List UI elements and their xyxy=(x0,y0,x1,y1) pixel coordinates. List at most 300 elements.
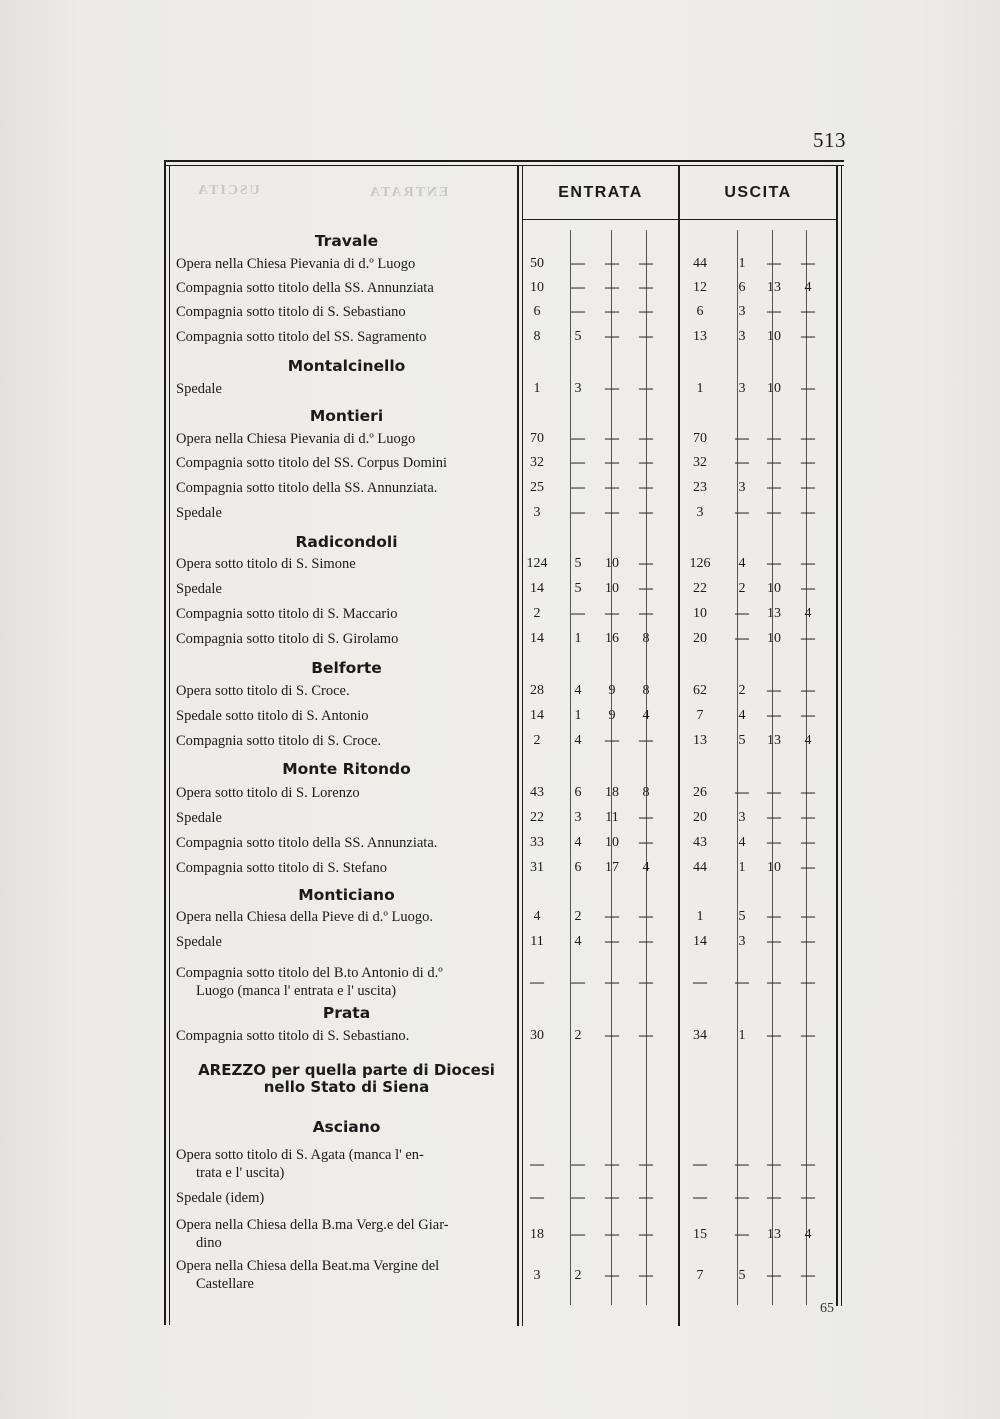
row-label-text: Spedale xyxy=(176,810,222,826)
uscita-cell: 3 xyxy=(738,480,746,495)
uscita-cell: — xyxy=(801,683,815,698)
entrata-cell: — xyxy=(639,1028,653,1043)
entrata-cell: — xyxy=(639,581,653,596)
section-title-line: Travale xyxy=(314,232,379,250)
section-title-line: Radicondoli xyxy=(295,533,398,551)
entrata-cell: 18 xyxy=(605,785,619,800)
row-label-text: Spedale (idem) xyxy=(176,1190,265,1206)
entrata-cell: — xyxy=(605,975,619,990)
entrata-cell: — xyxy=(605,1028,619,1043)
entrata-cell: 4 xyxy=(642,708,650,723)
section-title xyxy=(174,357,519,375)
entrata-cell: — xyxy=(605,1190,619,1205)
section-title xyxy=(174,886,519,904)
entrata-cell: — xyxy=(530,975,544,990)
uscita-cell: — xyxy=(767,480,781,495)
entrata-cell: 10 xyxy=(605,581,619,596)
row-label-continuation: Castellare xyxy=(196,1276,254,1292)
uscita-cell: — xyxy=(801,381,815,396)
entrata-header: ENTRATA xyxy=(558,184,643,201)
section-title-line: Monte Ritondo xyxy=(282,760,411,778)
entrata-cell: — xyxy=(639,280,653,295)
row-label xyxy=(176,1257,514,1293)
row-label-text: Compagnia sotto titolo della SS. Annunziata. xyxy=(176,480,438,496)
uscita-cell: 34 xyxy=(693,1028,707,1043)
uscita-cell: 3 xyxy=(738,304,746,319)
entrata-cell: 3 xyxy=(533,1268,541,1283)
entrata-cell: — xyxy=(639,431,653,446)
row-label-continuation: dino xyxy=(196,1235,222,1251)
show-through-text: USCITA xyxy=(196,183,260,198)
uscita-cell: 2 xyxy=(738,683,746,698)
table-top-rule-inner xyxy=(164,165,844,166)
entrata-cell: — xyxy=(605,1157,619,1172)
uscita-cell: — xyxy=(767,975,781,990)
entrata-cell: 31 xyxy=(530,860,544,875)
row-label-text: Compagnia sotto titolo del B.to Antonio di d.º xyxy=(176,965,443,981)
uscita-cell: 26 xyxy=(693,785,707,800)
row-label xyxy=(176,1188,514,1208)
row-label-text: Compagnia sotto titolo di S. Sebastiano. xyxy=(176,1028,410,1044)
entrata-cell: — xyxy=(571,1227,585,1242)
section-title xyxy=(174,1004,519,1022)
uscita-cell: 6 xyxy=(696,304,704,319)
entrata-cell: 4 xyxy=(574,934,582,949)
entrata-cell: 5 xyxy=(574,329,582,344)
row-label-text: Opera sotto titolo di S. Agata (manca l' en- xyxy=(176,1147,424,1163)
uscita-cell: 44 xyxy=(693,256,707,271)
entrata-cell: — xyxy=(571,975,585,990)
uscita-cell: 13 xyxy=(767,606,781,621)
row-label-text: Spedale xyxy=(176,934,222,950)
entrata-cell: — xyxy=(639,329,653,344)
row-label xyxy=(176,833,514,853)
uscita-cell: — xyxy=(735,785,749,800)
uscita-cell: 22 xyxy=(693,581,707,596)
entrata-cell: — xyxy=(530,1157,544,1172)
section-title xyxy=(174,407,519,425)
section-title xyxy=(174,232,519,250)
uscita-cell: 3 xyxy=(738,810,746,825)
uscita-cell: 4 xyxy=(804,733,812,748)
entrata-cell: — xyxy=(605,256,619,271)
uscita-cell: 10 xyxy=(767,329,781,344)
entrata-cell: 4 xyxy=(642,860,650,875)
entrata-cell: 28 xyxy=(530,683,544,698)
row-label-text: Compagnia sotto titolo di S. Stefano xyxy=(176,860,388,876)
uscita-cell: 12 xyxy=(693,280,707,295)
entrata-cell: — xyxy=(571,304,585,319)
uscita-cell: — xyxy=(767,1190,781,1205)
entrata-cell: — xyxy=(571,256,585,271)
uscita-cell: — xyxy=(735,975,749,990)
row-label-text: Spedale xyxy=(176,581,222,597)
entrata-cell: — xyxy=(571,606,585,621)
row-label-text: Compagnia sotto titolo della SS. Annunziata. xyxy=(176,835,438,851)
entrata-cell: — xyxy=(571,480,585,495)
row-label-continuation: trata e l' uscita) xyxy=(196,1165,285,1181)
entrata-cell: 5 xyxy=(574,556,582,571)
entrata-cell: 4 xyxy=(574,683,582,698)
entrata-cell: 3 xyxy=(533,505,541,520)
uscita-cell: 4 xyxy=(804,280,812,295)
section-title xyxy=(174,1118,519,1136)
uscita-cell: 32 xyxy=(693,455,707,470)
entrata-left-rule xyxy=(517,166,519,1326)
entrata-cell: — xyxy=(605,505,619,520)
uscita-cell: — xyxy=(801,455,815,470)
uscita-cell: — xyxy=(801,556,815,571)
row-label xyxy=(176,858,514,878)
uscita-cell: — xyxy=(767,256,781,271)
row-label xyxy=(176,327,514,347)
section-title-line: Montalcinello xyxy=(287,357,406,375)
entrata-cell: 1 xyxy=(574,631,582,646)
uscita-cell: 23 xyxy=(693,480,707,495)
uscita-cell: — xyxy=(801,304,815,319)
uscita-left-rule xyxy=(678,166,680,1326)
entrata-cell: — xyxy=(605,431,619,446)
entrata-cell: 8 xyxy=(642,785,650,800)
uscita-cell: 3 xyxy=(738,329,746,344)
uscita-cell: 5 xyxy=(738,909,746,924)
uscita-cell: 13 xyxy=(767,280,781,295)
uscita-cell: 126 xyxy=(689,556,711,571)
table-right-rule xyxy=(836,166,838,1306)
uscita-cell: — xyxy=(801,708,815,723)
section-title-line: AREZZO per quella parte di Diocesi xyxy=(198,1061,495,1079)
uscita-cell: — xyxy=(767,505,781,520)
uscita-cell: — xyxy=(767,1268,781,1283)
entrata-cell: — xyxy=(639,304,653,319)
row-label xyxy=(176,964,514,1000)
uscita-cell: — xyxy=(767,1028,781,1043)
entrata-cell: — xyxy=(530,1190,544,1205)
row-label xyxy=(176,706,514,726)
entrata-cell: 43 xyxy=(530,785,544,800)
entrata-cell: 3 xyxy=(574,381,582,396)
uscita-cell: 1 xyxy=(696,909,704,924)
row-label xyxy=(176,1026,514,1046)
uscita-cell: — xyxy=(801,505,815,520)
row-label xyxy=(176,429,514,449)
entrata-cell: 4 xyxy=(574,733,582,748)
entrata-cell: 9 xyxy=(608,683,616,698)
table-right-rule-inner xyxy=(841,166,842,1306)
entrata-cell: 14 xyxy=(530,708,544,723)
entrata-cell: — xyxy=(639,556,653,571)
uscita-cell: — xyxy=(693,1157,707,1172)
entrata-cell: 10 xyxy=(605,835,619,850)
row-label-text: Compagnia sotto titolo del SS. Sagramento xyxy=(176,329,427,345)
entrata-cell: — xyxy=(571,1190,585,1205)
row-label xyxy=(176,1146,514,1182)
entrata-cell: — xyxy=(605,329,619,344)
section-title-line: Belforte xyxy=(311,659,382,677)
entrata-cell: — xyxy=(639,1268,653,1283)
row-label xyxy=(176,453,514,473)
entrata-cell: 4 xyxy=(574,835,582,850)
uscita-cell: — xyxy=(735,1190,749,1205)
header-bottom-rule xyxy=(522,219,836,220)
entrata-cell: 16 xyxy=(605,631,619,646)
entrata-cell: — xyxy=(639,1190,653,1205)
uscita-cell: — xyxy=(801,909,815,924)
uscita-cell: — xyxy=(801,329,815,344)
entrata-cell: — xyxy=(639,1157,653,1172)
row-label-text: Opera nella Chiesa della Beat.ma Vergine del xyxy=(176,1258,440,1274)
uscita-cell: — xyxy=(693,975,707,990)
uscita-cell: — xyxy=(801,835,815,850)
entrata-cell: 18 xyxy=(530,1227,544,1242)
entrata-cell: — xyxy=(605,934,619,949)
uscita-cell: 20 xyxy=(693,810,707,825)
row-label xyxy=(176,503,514,523)
row-label-text: Compagnia sotto titolo della SS. Annunziata xyxy=(176,280,434,296)
uscita-header: USCITA xyxy=(724,184,792,201)
entrata-cell: — xyxy=(639,480,653,495)
uscita-cell: — xyxy=(735,431,749,446)
section-title-line: Asciano xyxy=(312,1118,381,1136)
entrata-cell: 14 xyxy=(530,581,544,596)
uscita-cell: — xyxy=(767,455,781,470)
uscita-cell: 4 xyxy=(738,556,746,571)
entrata-cell: 2 xyxy=(574,909,582,924)
uscita-cell: 4 xyxy=(804,1227,812,1242)
entrata-cell: 70 xyxy=(530,431,544,446)
uscita-cell: — xyxy=(801,581,815,596)
uscita-cell: 13 xyxy=(767,733,781,748)
row-label xyxy=(176,579,514,599)
entrata-cell: 5 xyxy=(574,581,582,596)
uscita-cell: 10 xyxy=(767,581,781,596)
entrata-cell: 14 xyxy=(530,631,544,646)
section-title-line: Monticiano xyxy=(298,886,395,904)
uscita-cell: 62 xyxy=(693,683,707,698)
uscita-cell: 1 xyxy=(696,381,704,396)
row-label xyxy=(176,604,514,624)
entrata-cell: 9 xyxy=(608,708,616,723)
entrata-cell: 6 xyxy=(533,304,541,319)
row-label-text: Spedale sotto titolo di S. Antonio xyxy=(176,708,369,724)
entrata-cell: 2 xyxy=(533,606,541,621)
section-title xyxy=(174,760,519,778)
table-left-rule-inner xyxy=(169,165,170,1325)
entrata-cell: — xyxy=(639,455,653,470)
uscita-cell: — xyxy=(735,631,749,646)
row-label-text: Opera nella Chiesa della B.ma Verg.e del Giar- xyxy=(176,1217,449,1233)
row-label-text: Compagnia sotto titolo di S. Croce. xyxy=(176,733,382,749)
uscita-cell: — xyxy=(693,1190,707,1205)
entrata-cell: 4 xyxy=(533,909,541,924)
uscita-cell: 43 xyxy=(693,835,707,850)
entrata-cell: 8 xyxy=(642,631,650,646)
row-label-text: Spedale xyxy=(176,505,222,521)
uscita-cell: — xyxy=(801,810,815,825)
uscita-cell: — xyxy=(801,785,815,800)
row-label-text: Opera sotto titolo di S. Croce. xyxy=(176,683,350,699)
entrata-cell: — xyxy=(605,909,619,924)
entrata-cell: — xyxy=(605,455,619,470)
page-number: 513 xyxy=(813,128,846,152)
uscita-cell: — xyxy=(801,1157,815,1172)
uscita-cell: 5 xyxy=(738,1268,746,1283)
entrata-cell: — xyxy=(605,304,619,319)
uscita-cell: — xyxy=(801,480,815,495)
entrata-cell: — xyxy=(639,733,653,748)
entrata-cell: — xyxy=(639,505,653,520)
row-label xyxy=(176,302,514,322)
uscita-cell: 14 xyxy=(693,934,707,949)
section-title xyxy=(174,1062,519,1096)
table-left-rule xyxy=(164,160,166,1325)
entrata-cell: — xyxy=(639,256,653,271)
uscita-cell: 4 xyxy=(804,606,812,621)
entrata-cell: 32 xyxy=(530,455,544,470)
uscita-cell: 1 xyxy=(738,256,746,271)
entrata-cell: 11 xyxy=(605,810,619,825)
uscita-cell: 20 xyxy=(693,631,707,646)
entrata-cell: 1 xyxy=(533,381,541,396)
entrata-cell: — xyxy=(639,606,653,621)
row-label xyxy=(176,731,514,751)
uscita-cell: — xyxy=(735,606,749,621)
entrata-cell: — xyxy=(605,381,619,396)
entrata-cell: — xyxy=(571,455,585,470)
uscita-cell: — xyxy=(801,256,815,271)
uscita-cell: — xyxy=(767,683,781,698)
entrata-cell: 10 xyxy=(605,556,619,571)
entrata-cell: 3 xyxy=(574,810,582,825)
entrata-cell: 22 xyxy=(530,810,544,825)
row-label xyxy=(176,379,514,399)
uscita-cell: — xyxy=(735,455,749,470)
row-label-text: Compagnia sotto titolo di S. Sebastiano xyxy=(176,304,406,320)
entrata-cell: 30 xyxy=(530,1028,544,1043)
section-title xyxy=(174,659,519,677)
entrata-cell: — xyxy=(605,606,619,621)
uscita-cell: — xyxy=(801,860,815,875)
section-title-line: Prata xyxy=(322,1004,371,1022)
uscita-cell: — xyxy=(767,810,781,825)
row-label xyxy=(176,681,514,701)
entrata-cell: 2 xyxy=(574,1028,582,1043)
uscita-cell: — xyxy=(801,1028,815,1043)
entrata-cell: 17 xyxy=(605,860,619,875)
entrata-cell: — xyxy=(571,431,585,446)
uscita-cell: 44 xyxy=(693,860,707,875)
row-label xyxy=(176,783,514,803)
uscita-cell: — xyxy=(767,835,781,850)
entrata-cell: — xyxy=(571,1157,585,1172)
uscita-cell: 5 xyxy=(738,733,746,748)
uscita-cell: 7 xyxy=(696,708,704,723)
entrata-cell: — xyxy=(639,909,653,924)
row-label xyxy=(176,629,514,649)
uscita-cell: 3 xyxy=(696,505,704,520)
uscita-cell: 15 xyxy=(693,1227,707,1242)
row-label-text: Opera nella Chiesa Pievania di d.º Luogo xyxy=(176,256,416,272)
entrata-cell: — xyxy=(639,934,653,949)
entrata-cell: — xyxy=(605,1227,619,1242)
row-label-text: Spedale xyxy=(176,381,222,397)
uscita-cell: 2 xyxy=(738,581,746,596)
entrata-cell: — xyxy=(605,733,619,748)
row-label-text: Opera nella Chiesa Pievania di d.º Luogo xyxy=(176,431,416,447)
show-through-text: ENTRATA xyxy=(368,185,449,200)
row-label-text: Compagnia sotto titolo di S. Maccario xyxy=(176,606,398,622)
uscita-cell: — xyxy=(767,431,781,446)
entrata-cell: — xyxy=(605,1268,619,1283)
uscita-cell: 1 xyxy=(738,860,746,875)
row-label-text: Opera nella Chiesa della Pieve di d.º Luogo. xyxy=(176,909,433,925)
uscita-cell: 10 xyxy=(767,860,781,875)
entrata-cell: — xyxy=(571,505,585,520)
uscita-cell: 4 xyxy=(738,835,746,850)
row-label xyxy=(176,1216,514,1252)
row-label xyxy=(176,932,514,952)
uscita-cell: 70 xyxy=(693,431,707,446)
uscita-cell: 3 xyxy=(738,381,746,396)
entrata-cell: 33 xyxy=(530,835,544,850)
entrata-cell: 10 xyxy=(530,280,544,295)
row-label xyxy=(176,554,514,574)
uscita-cell: — xyxy=(767,785,781,800)
uscita-cell: — xyxy=(801,934,815,949)
uscita-cell: 1 xyxy=(738,1028,746,1043)
entrata-cell: — xyxy=(639,835,653,850)
entrata-cell: — xyxy=(605,480,619,495)
section-title-line: nello Stato di Siena xyxy=(263,1078,430,1096)
uscita-cell: — xyxy=(767,909,781,924)
entrata-cell: — xyxy=(639,1227,653,1242)
uscita-cell: — xyxy=(767,304,781,319)
uscita-cell: 10 xyxy=(767,381,781,396)
uscita-cell: 6 xyxy=(738,280,746,295)
uscita-cell: — xyxy=(801,631,815,646)
section-title xyxy=(174,533,519,551)
entrata-cell: — xyxy=(571,280,585,295)
uscita-cell: 3 xyxy=(738,934,746,949)
entrata-cell: 8 xyxy=(533,329,541,344)
uscita-cell: 10 xyxy=(693,606,707,621)
entrata-cell: 124 xyxy=(526,556,548,571)
entrata-cell: 11 xyxy=(530,934,544,949)
row-label xyxy=(176,478,514,498)
uscita-cell: — xyxy=(767,1157,781,1172)
table-top-rule xyxy=(164,160,844,162)
entrata-cell: — xyxy=(605,280,619,295)
entrata-cell: — xyxy=(639,381,653,396)
row-label-continuation: Luogo (manca l' entrata e l' uscita) xyxy=(196,983,397,999)
row-label xyxy=(176,254,514,274)
entrata-cell: — xyxy=(639,975,653,990)
row-label-text: Opera sotto titolo di S. Lorenzo xyxy=(176,785,360,801)
uscita-cell: — xyxy=(767,708,781,723)
row-label xyxy=(176,907,514,927)
entrata-cell: 6 xyxy=(574,860,582,875)
entrata-cell: 50 xyxy=(530,256,544,271)
entrata-cell: 8 xyxy=(642,683,650,698)
entrata-cell: 2 xyxy=(574,1268,582,1283)
section-title-line: Montieri xyxy=(309,407,384,425)
uscita-cell: — xyxy=(801,1268,815,1283)
uscita-cell: 13 xyxy=(693,733,707,748)
uscita-cell: — xyxy=(735,1227,749,1242)
uscita-cell: — xyxy=(801,975,815,990)
uscita-cell: — xyxy=(801,431,815,446)
uscita-cell: — xyxy=(767,934,781,949)
